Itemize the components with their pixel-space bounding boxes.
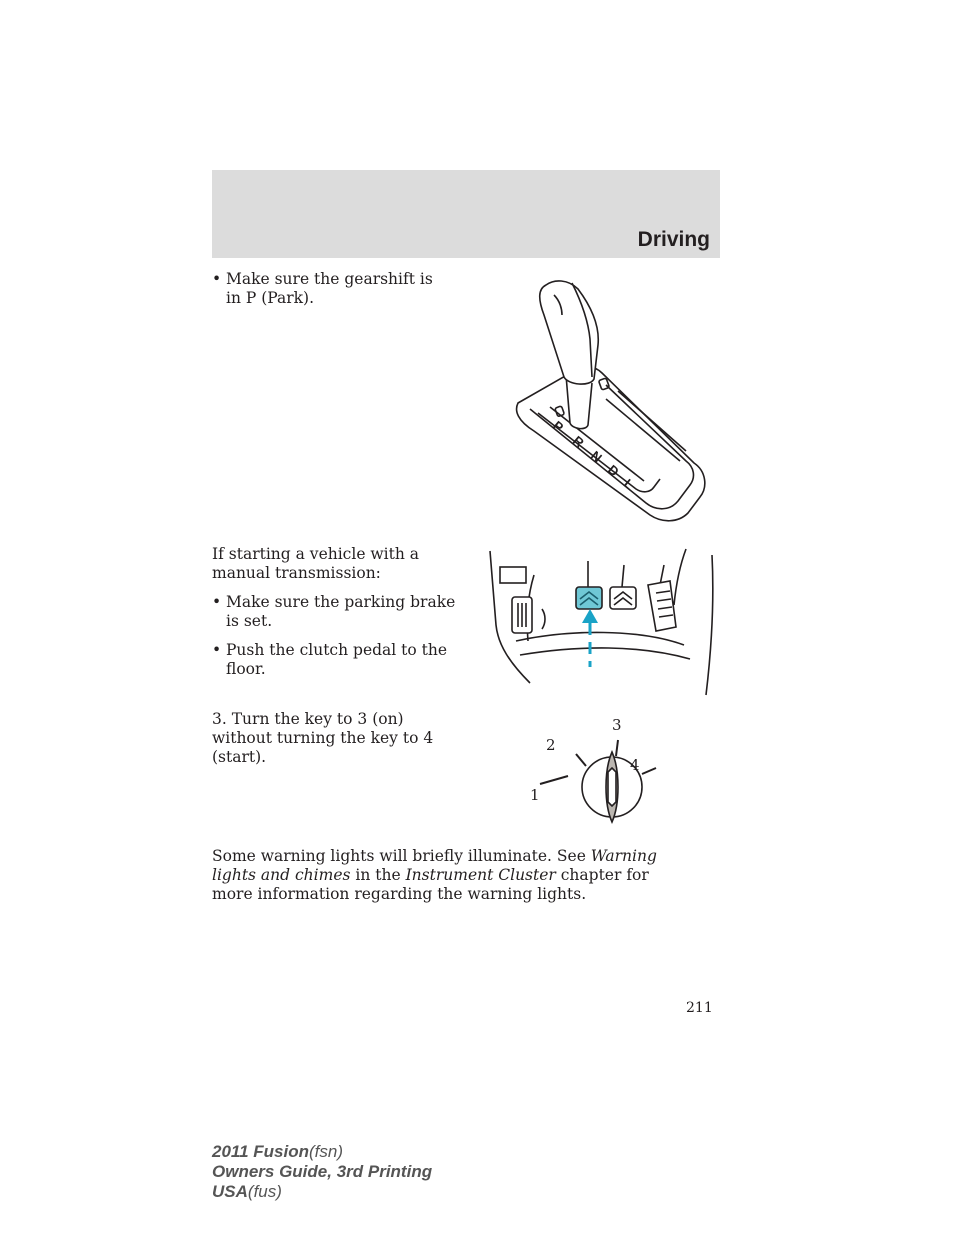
- bullet-park-text: Make sure the gearshift is in P (Park).: [226, 270, 433, 307]
- warning-text-part-1: Some warning lights will briefly illuminate. See: [212, 847, 591, 865]
- warning-lights-text: [212, 847, 682, 904]
- warning-lights-paragraph: [212, 847, 682, 904]
- step-3-text: 3. Turn the key to 3 (on) without turning the key to 4 (start).: [212, 710, 434, 766]
- manual-transmission-instructions: [212, 545, 457, 679]
- ignition-position-1: 1: [530, 786, 540, 804]
- bullet-clutch: [212, 641, 457, 679]
- warning-lights-reference: Warning lights and chimes: [212, 847, 657, 884]
- bullet-clutch-text: Push the clutch pedal to the floor.: [226, 641, 448, 678]
- section-header-band: [212, 170, 720, 258]
- gear-label-r: R: [570, 432, 587, 451]
- ignition-position-3: 3: [612, 716, 622, 734]
- section-title: Driving: [637, 228, 710, 251]
- footer-model-code: (fsn): [309, 1142, 343, 1161]
- gear-label-d: D: [605, 461, 622, 480]
- footer-market: USA: [212, 1182, 248, 1201]
- footer-market-code: (fus): [247, 1182, 282, 1201]
- ignition-position-2: 2: [546, 736, 556, 754]
- instrument-cluster-reference: Instrument Cluster: [405, 866, 556, 884]
- warning-text-part-2: in the: [350, 866, 406, 884]
- footer-edition: Owners Guide, 3rd Printing: [212, 1162, 433, 1181]
- step-3-instruction: [212, 710, 462, 767]
- push-arrow-icon: [582, 609, 598, 667]
- pedals-illustration: [480, 545, 720, 697]
- footer-model: 2011 Fusion: [212, 1142, 309, 1161]
- warning-text-part-3: chapter for more information regarding the warning lights.: [212, 866, 649, 903]
- bullet-parking-brake: [212, 593, 457, 631]
- bullet-dot: •: [212, 641, 222, 659]
- footer-line-3: [212, 1182, 432, 1202]
- gear-label-p: P: [550, 417, 567, 435]
- gear-label-l: L: [621, 475, 637, 493]
- page-number: 211: [686, 1000, 713, 1016]
- gearshift-illustration: [510, 275, 725, 525]
- document-footer: [212, 1142, 432, 1202]
- park-instruction: [212, 270, 452, 308]
- bullet-dot: •: [212, 593, 222, 611]
- bullet-parking-brake-text: Make sure the parking brake is set.: [226, 593, 456, 630]
- gear-label-n: N: [588, 447, 605, 466]
- ignition-position-4: 4: [630, 756, 640, 774]
- ignition-key-illustration: [520, 710, 660, 834]
- bullet-park: [212, 270, 452, 308]
- bullet-dot: •: [212, 270, 222, 288]
- footer-line-1: [212, 1142, 432, 1162]
- manual-intro: If starting a vehicle with a manual transmission:: [212, 545, 420, 582]
